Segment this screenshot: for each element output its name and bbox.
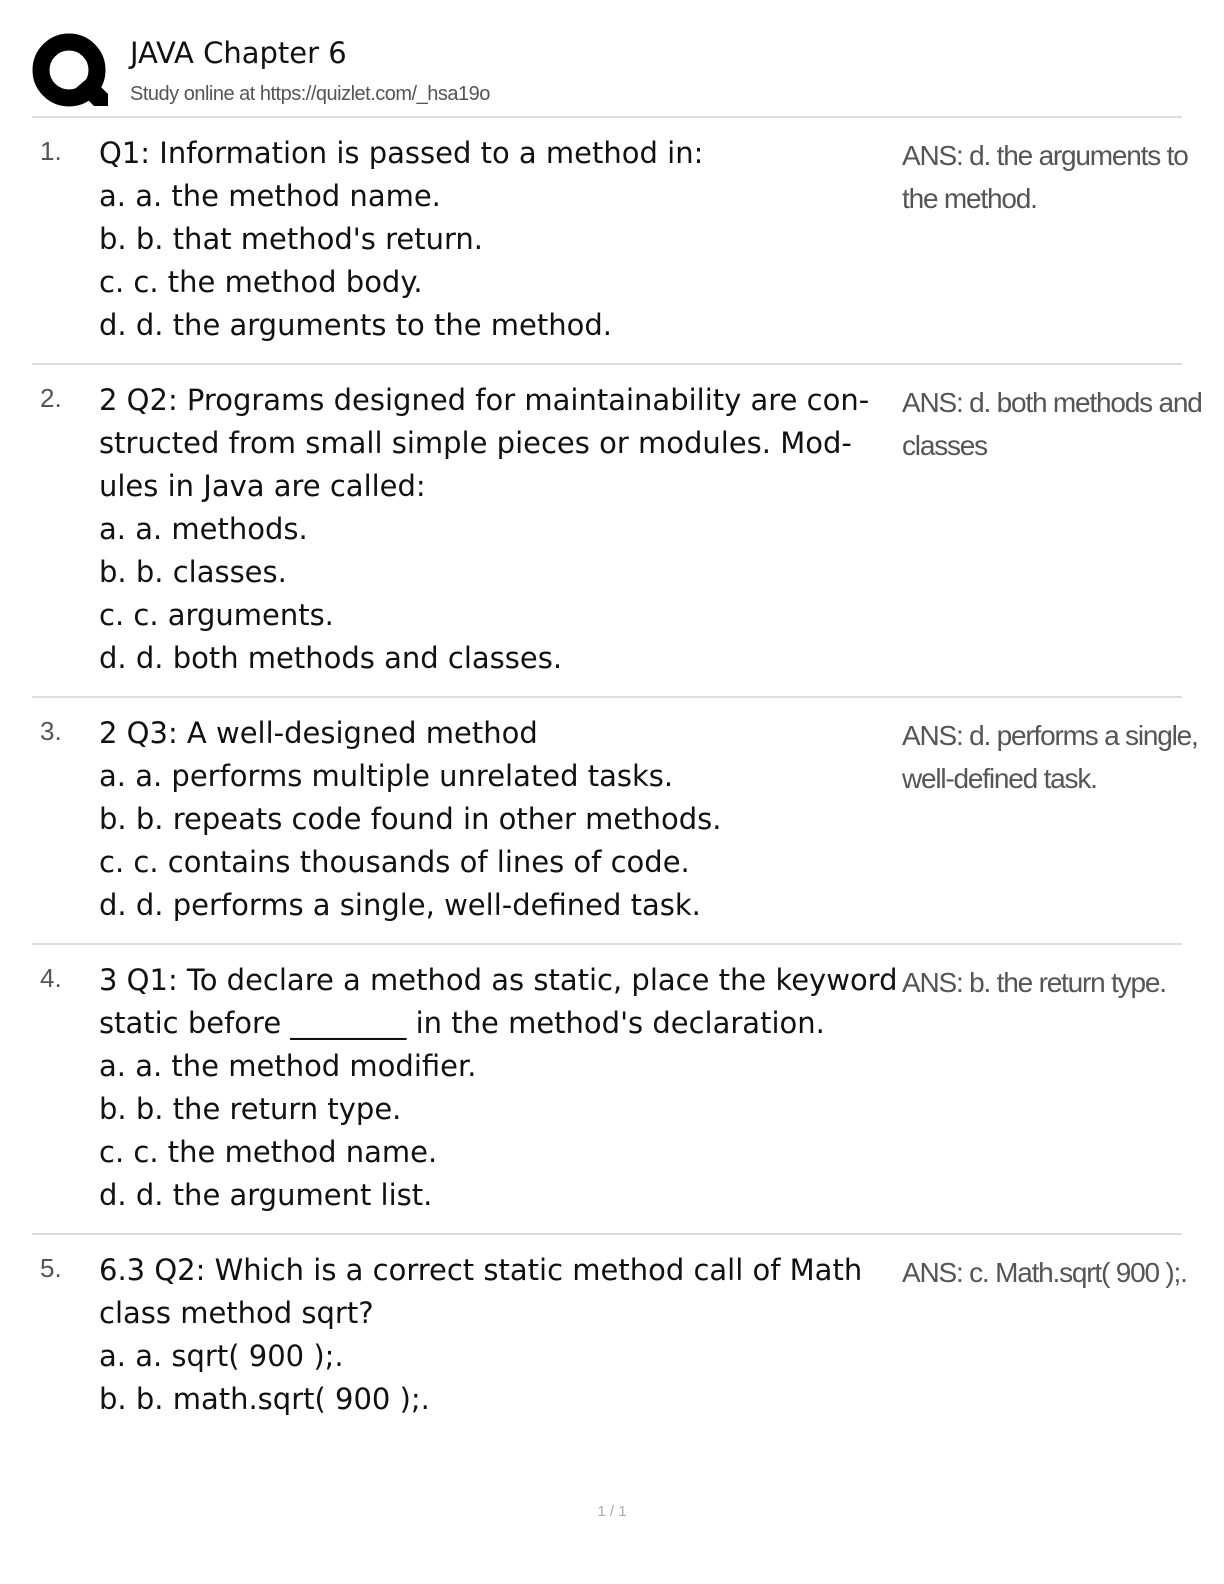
question-line: static before ________ in the method's declaration. bbox=[99, 1006, 825, 1040]
card-answer bbox=[902, 1251, 1187, 1294]
option-c: c. c. the method body. bbox=[99, 265, 423, 299]
answer-line: classes bbox=[902, 430, 987, 461]
card-answer bbox=[902, 961, 1177, 1004]
option-d: d. d. the argument list. bbox=[99, 1178, 433, 1212]
answer-line: ANS: d. the arguments to bbox=[902, 140, 1188, 171]
card-question bbox=[99, 959, 899, 1217]
question-line: 3 Q1: To declare a method as static, place the keyword bbox=[99, 963, 898, 997]
card-number: 4. bbox=[40, 963, 62, 993]
page-number: 1 / 1 bbox=[597, 1503, 627, 1520]
option-d: d. d. the arguments to the method. bbox=[99, 308, 612, 342]
document-header bbox=[32, 30, 1182, 118]
card-question bbox=[99, 712, 899, 927]
option-b: b. b. repeats code found in other methods. bbox=[99, 802, 722, 836]
option-c: c. c. the method name. bbox=[99, 1135, 438, 1169]
card-answer bbox=[902, 134, 1188, 220]
question-line: class method sqrt? bbox=[99, 1296, 374, 1330]
card-number: 2. bbox=[40, 383, 62, 413]
flashcard bbox=[32, 365, 1202, 698]
card-question bbox=[99, 1249, 899, 1421]
card-answer bbox=[902, 714, 1198, 800]
card-answer bbox=[902, 381, 1202, 467]
answer-line: ANS: d. both methods and bbox=[902, 387, 1202, 418]
answer-line: the method. bbox=[902, 183, 1037, 214]
option-b: b. b. the return type. bbox=[99, 1092, 402, 1126]
question-line: 2 Q3: A well-designed method bbox=[99, 716, 538, 750]
question-line: structed from small simple pieces or modules. Mod- bbox=[99, 426, 852, 460]
option-a: a. a. the method name. bbox=[99, 179, 441, 213]
flashcard bbox=[32, 1235, 1187, 1437]
answer-line: ANS: d. performs a single, bbox=[902, 720, 1198, 751]
option-c: c. c. arguments. bbox=[99, 598, 334, 632]
quizlet-logo-icon bbox=[32, 32, 110, 110]
question-line: ules in Java are called: bbox=[99, 469, 426, 503]
document-title: JAVA Chapter 6 bbox=[130, 36, 347, 70]
option-d: d. d. both methods and classes. bbox=[99, 641, 563, 675]
flashcard-list bbox=[32, 118, 1202, 1437]
answer-line: ANS: c. Math.sqrt( 900 );. bbox=[902, 1257, 1187, 1288]
flashcard bbox=[32, 945, 1182, 1235]
answer-line: ANS: b. the return type. bbox=[902, 967, 1166, 998]
card-number: 5. bbox=[40, 1253, 62, 1283]
question-line: 2 Q2: Programs designed for maintainability are con- bbox=[99, 383, 870, 417]
flashcard bbox=[32, 698, 1198, 945]
flashcard bbox=[32, 118, 1188, 365]
card-number: 1. bbox=[40, 136, 62, 166]
card-question bbox=[99, 132, 899, 347]
question-line: 6.3 Q2: Which is a correct static method call of Math bbox=[99, 1253, 863, 1287]
option-a: a. a. methods. bbox=[99, 512, 308, 546]
option-d: d. d. performs a single, well-defined task. bbox=[99, 888, 701, 922]
card-question bbox=[99, 379, 899, 680]
option-a: a. a. the method modifier. bbox=[99, 1049, 477, 1083]
option-b: b. b. classes. bbox=[99, 555, 287, 589]
option-b: b. b. math.sqrt( 900 );. bbox=[99, 1382, 430, 1416]
question-line: Q1: Information is passed to a method in: bbox=[99, 136, 704, 170]
option-a: a. a. sqrt( 900 );. bbox=[99, 1339, 344, 1373]
card-number: 3. bbox=[40, 716, 62, 746]
answer-line: well-defined task. bbox=[902, 763, 1097, 794]
option-b: b. b. that method's return. bbox=[99, 222, 483, 256]
study-online-link[interactable]: Study online at https://quizlet.com/_hsa19o bbox=[130, 83, 490, 105]
option-a: a. a. performs multiple unrelated tasks. bbox=[99, 759, 674, 793]
option-c: c. c. contains thousands of lines of code. bbox=[99, 845, 690, 879]
